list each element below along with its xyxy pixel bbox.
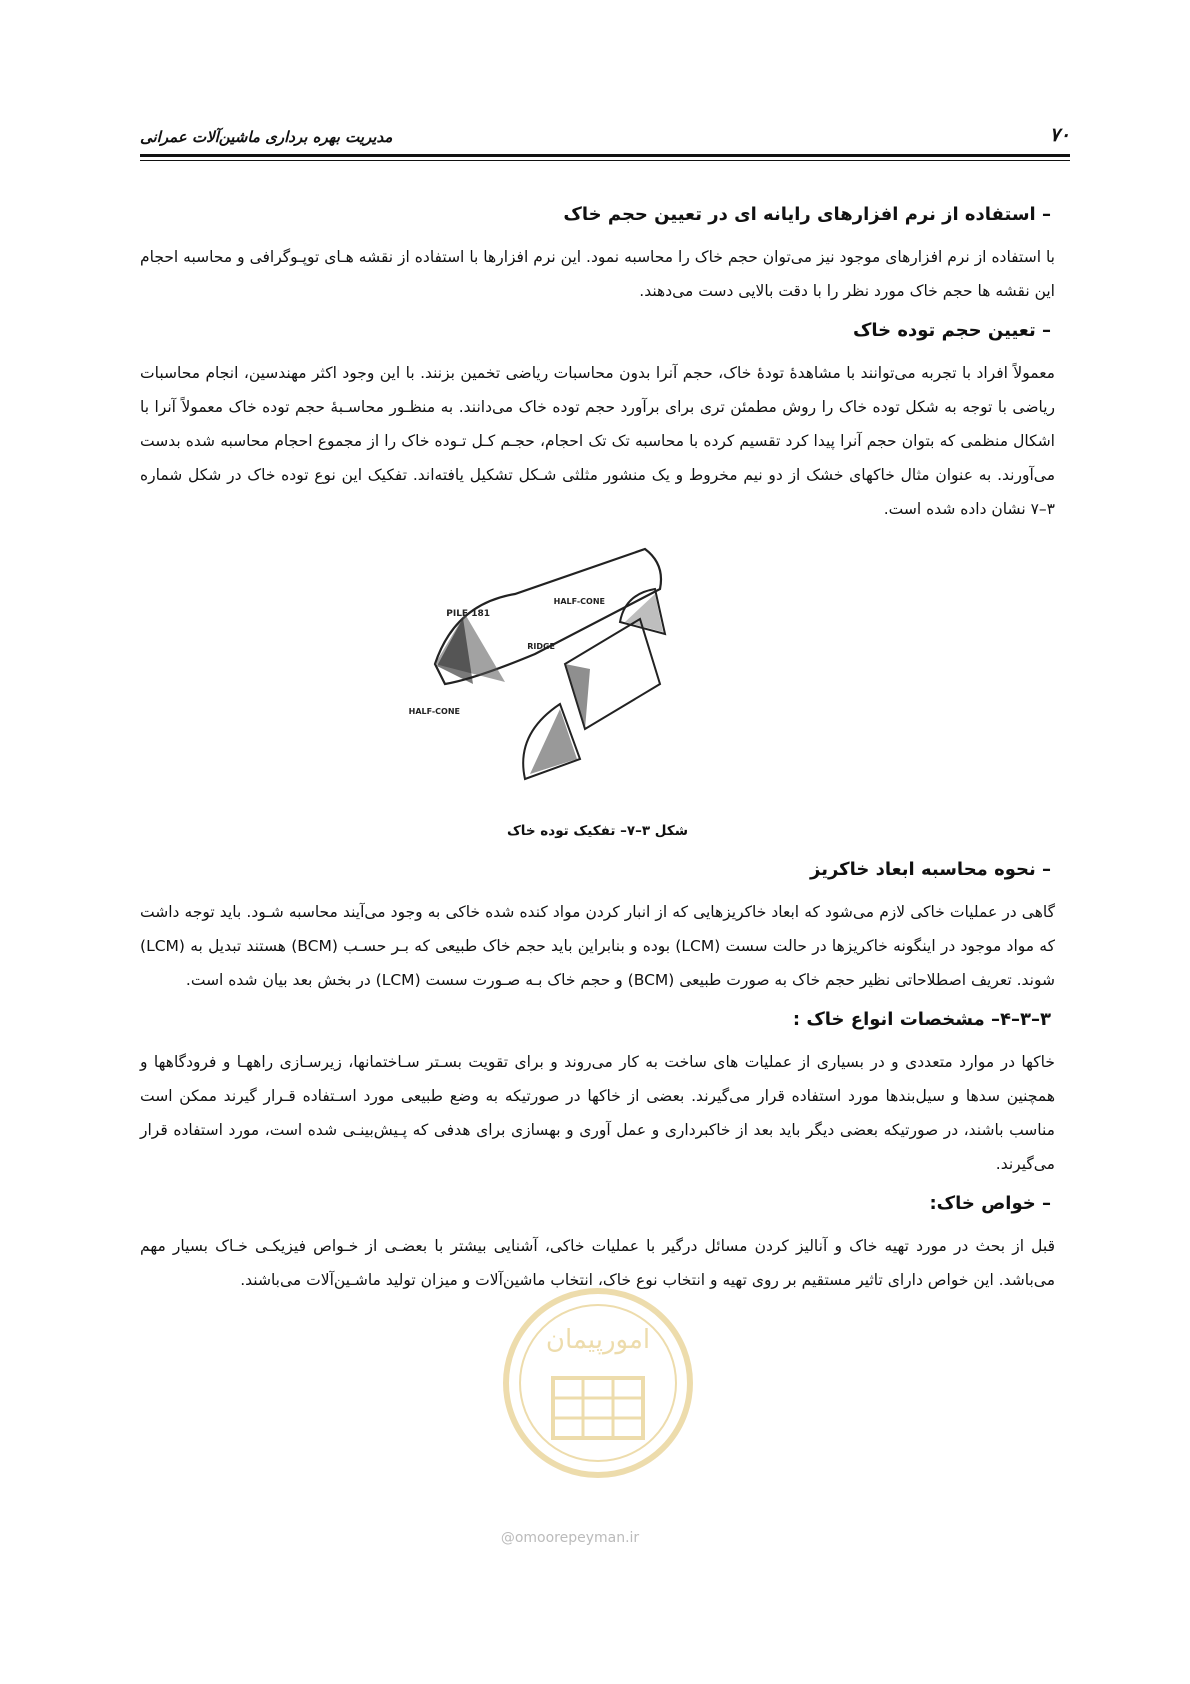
watermark-url: @omoorepeyman.ir xyxy=(500,1530,640,1546)
section-heading-embankment: – نحوه محاسبه ابعاد خاکریز xyxy=(810,859,1051,880)
section-heading-soil-properties: – خواص خاک: xyxy=(929,1193,1051,1214)
paragraph-software: با استفاده از نرم افزارهای موجود نیز می‌توان حجم خاک را محاسبه نمود. این نرم افزارها با استفاده از نقشه‌ هـای توپـوگرافی و محاسبه احجام این نقشه ها حجم خاک مورد نظر را با دقت بالایی دست می‌دهند. xyxy=(140,248,1055,300)
running-title: مدیریت بهره برداری ماشین‌آلات عمرانی xyxy=(140,128,393,146)
main-content xyxy=(140,200,1055,1305)
label-ridge: RIDGE xyxy=(527,642,555,651)
page-header xyxy=(140,118,1070,158)
watermark-logo-text: امورپیمان xyxy=(545,1325,651,1355)
figure-caption: شکل ۳–۷– تفکیک توده خاک xyxy=(506,823,688,839)
label-half-cone-bottom: HALF-CONE xyxy=(408,707,460,716)
pile-sketch xyxy=(408,534,675,799)
paragraph-embankment: گاهی در عملیات خاکی لازم می‌شود که ابعاد خاکریزهایی که از انبار کردن مواد کنده شده خاکی به وجود می‌آیند محاسبه شـود. باید توجه داشت که مواد موجود در اینگونه خاکریزها در حالت سست (LCM) بوده و بنابراین باید حجم خاک طبیعی که بـر حسـب (BCM) هستند تبدیل به (LCM) شوند. تعریف اصطلاحاتی نظیر حجم خاک به صورت طبیعی (BCM) و حجم خاک بـه صـورت سست (LCM) در بخش بعد بیان شده است. xyxy=(140,903,1055,989)
paragraph-soil-properties: قبل از بحث در مورد تهیه خاک و آنالیز کردن مسائل درگیر با عملیات خاکی، آشنایی بیشتر با بعضـی از خـواص فیزیکـی خـاک بسیار مهم می‌باشد. این خواص دارای تاثیر مستقیم بر روی تهیه و انتخاب نوع خاک، انتخاب ماشین‌آلات و میزان تولید ماشـین‌آلات می‌باشند. xyxy=(140,1237,1055,1289)
header-rule-thin xyxy=(140,160,1070,161)
section-heading-pile-volume: – تعیین حجم توده خاک xyxy=(852,320,1051,341)
figure-pile-decomposition xyxy=(140,534,1055,819)
watermark-logo xyxy=(498,1283,698,1483)
label-half-cone-top: HALF-CONE xyxy=(553,597,605,606)
label-pile: PILE 181 xyxy=(446,609,490,619)
paragraph-soil-types: خاکها در موارد متعددی و در بسیاری از عملیات های ساخت به کار می‌روند و برای تقویت بسـتر سـاختمانها، زیرسـازی راههـا و فرودگاهها و همچنین سدها و سیل‌بندها مورد استفاده قرار می‌گیرند. بعضی از خاکها در صورتیکه به وضع طبیعی مورد اسـتفاده قـرار گیرند ممکن است مناسب باشند، در صورتیکه بعضی دیگر باید بعد از خاکبرداری و عمل آوری و بهسازی برای هدفی که پـیش‌بینـی شده است، مورد استفاده قرار می‌گیرند. xyxy=(140,1053,1055,1173)
half-cone-bottom-shading xyxy=(530,709,577,774)
section-heading-soil-types: ۳–۳–۴– مشخصات انواع خاک : xyxy=(792,1009,1051,1030)
page-number: ۷۰ xyxy=(1049,124,1070,146)
ridge-shading xyxy=(565,664,590,729)
paragraph-pile-volume: معمولاً افراد با تجربه می‌توانند با مشاهدهٔ تودهٔ خاک، حجم آنرا بدون محاسبات ریاضی تخمین بزنند. با این وجود اکثر مهندسین، انجام محاسبات ریاضی با توجه به شکل توده خاک را روش مطمئن تری برای برآورد حجم توده خاک می‌دانند. به منظـور محاسـبهٔ حجم توده خاک معمولاً آنرا با اشکال منظمی که بتوان حجم آنرا پیدا کرد تقسیم کرده با محاسبه تک تک احجام، حجـم کـل تـوده خاک را از مجموع احجام محاسبه شده بدست می‌آورند. به عنوان مثال خاکهای خشک از دو نیم مخروط و یک منشور مثلثی شـکل تشکیل یافته‌اند. تفکیک این نوع توده خاک در شکل شماره ۳–۷ نشان داده شده است. xyxy=(140,364,1055,518)
header-rule-thick xyxy=(140,154,1070,157)
section-heading-software: – استفاده از نرم افزارهای رایانه ای در تعیین حجم خاک xyxy=(563,204,1051,225)
